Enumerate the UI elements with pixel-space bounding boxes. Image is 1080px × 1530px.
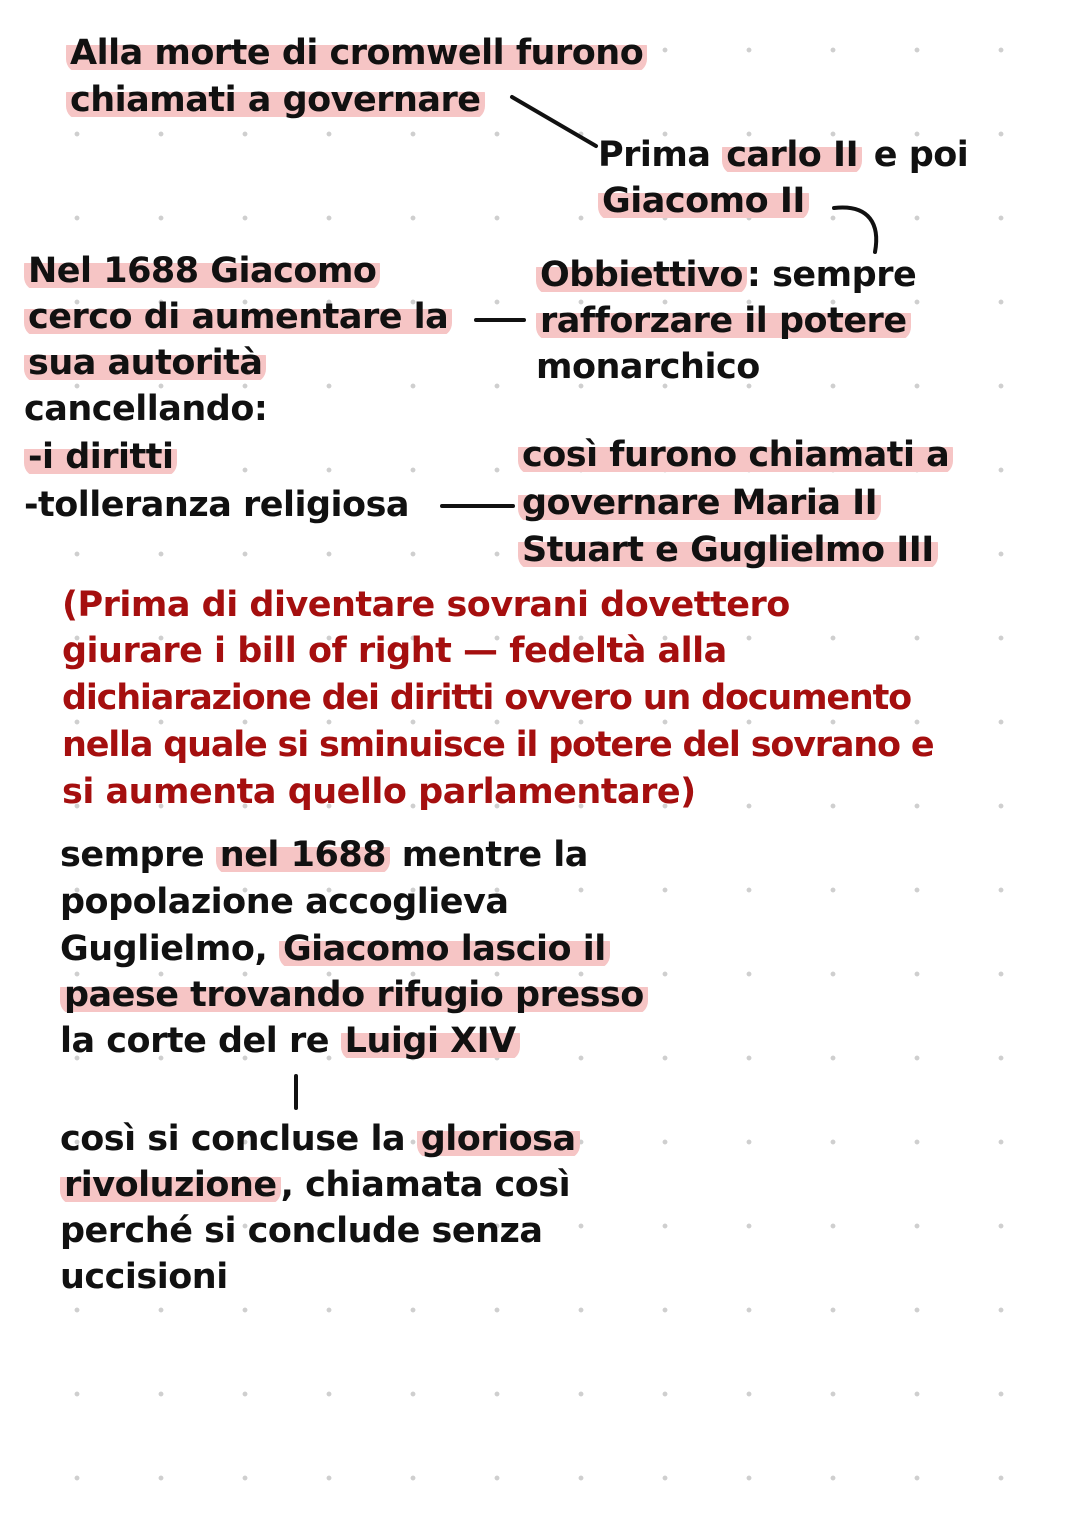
text: la corte del re: [60, 1021, 341, 1061]
highlight: -i diritti: [24, 437, 177, 477]
obiettivo-line-3: [536, 344, 760, 390]
highlight: sua autorità: [24, 343, 266, 383]
text: Prima: [598, 135, 723, 175]
bill-line-1: [62, 582, 790, 628]
text: : sempre: [746, 255, 917, 295]
text: giurare i bill of right — fedeltà alla: [62, 631, 727, 671]
giacomo-line-5: [24, 434, 177, 480]
highlight: rivoluzione: [60, 1165, 281, 1205]
gloriosa-line-1: [60, 1116, 580, 1162]
highlight: governare Maria II: [518, 483, 881, 523]
kings-line-2: [598, 178, 809, 224]
highlight: Giacomo II: [598, 181, 809, 221]
text: e poi: [862, 135, 969, 175]
text: monarchico: [536, 347, 760, 387]
highlight: paese trovando rifugio presso: [60, 975, 648, 1015]
kings-line-1: [598, 132, 968, 178]
gloriosa-line-2: [60, 1162, 570, 1208]
text: perché si conclude senza: [60, 1211, 543, 1251]
curve-to-obiettivo: [834, 208, 876, 252]
text: cancellando:: [24, 389, 268, 429]
maria-line-2: [518, 480, 881, 526]
text: sempre: [60, 835, 216, 875]
maria-line-3: [518, 527, 938, 573]
cromwell-line-1: [66, 30, 647, 76]
highlight: carlo II: [722, 135, 862, 175]
gloriosa-line-4: [60, 1254, 228, 1300]
text: mentre la: [390, 835, 588, 875]
text: uccisioni: [60, 1257, 228, 1297]
highlight: Stuart e Guglielmo III: [518, 530, 938, 570]
bill-line-3: [62, 675, 911, 721]
highlight: così furono chiamati a: [518, 435, 953, 475]
highlight: gloriosa: [417, 1119, 580, 1159]
maria-line-1: [518, 432, 953, 478]
cromwell-line-2: [66, 77, 485, 123]
highlight: Nel 1688 Giacomo: [24, 251, 380, 291]
highlight: cerco di aumentare la: [24, 297, 452, 337]
highlight: chiamati a governare: [66, 80, 485, 120]
giacomo-line-2: [24, 294, 452, 340]
text: , chiamata così: [280, 1165, 571, 1205]
exile-line-2: [60, 879, 508, 925]
exile-line-3: [60, 926, 610, 972]
giacomo-line-1: [24, 248, 380, 294]
exile-line-4: [60, 972, 648, 1018]
arrow-to-kings: [512, 97, 596, 146]
text: popolazione accoglieva: [60, 882, 509, 922]
text: così si concluse la: [60, 1119, 417, 1159]
text: Guglielmo,: [60, 929, 279, 969]
text: dichiarazione dei diritti ovvero un documento: [62, 678, 911, 718]
exile-line-5: [60, 1018, 520, 1064]
obiettivo-line-2: [536, 298, 911, 344]
giacomo-line-4: [24, 386, 267, 432]
text: (Prima di diventare sovrani dovettero: [62, 585, 790, 625]
highlight: Alla morte di cromwell furono: [66, 33, 647, 73]
text: si aumenta quello parlamentare): [62, 772, 696, 812]
highlight: Obbiettivo: [536, 255, 747, 295]
highlight: nel 1688: [216, 835, 390, 875]
obiettivo-line-1: [536, 252, 916, 298]
text: -tolleranza religiosa: [24, 485, 410, 525]
bill-line-4: [62, 722, 933, 768]
exile-line-1: [60, 832, 588, 878]
text: nella quale si sminuisce il potere del sovrano e: [62, 725, 934, 765]
bill-line-5: [62, 769, 696, 815]
giacomo-line-6: [24, 482, 409, 528]
bill-line-2: [62, 628, 727, 674]
giacomo-line-3: [24, 340, 266, 386]
highlight: Giacomo lascio il: [279, 929, 610, 969]
gloriosa-line-3: [60, 1208, 542, 1254]
highlight: rafforzare il potere: [536, 301, 911, 341]
highlight: Luigi XIV: [341, 1021, 520, 1061]
